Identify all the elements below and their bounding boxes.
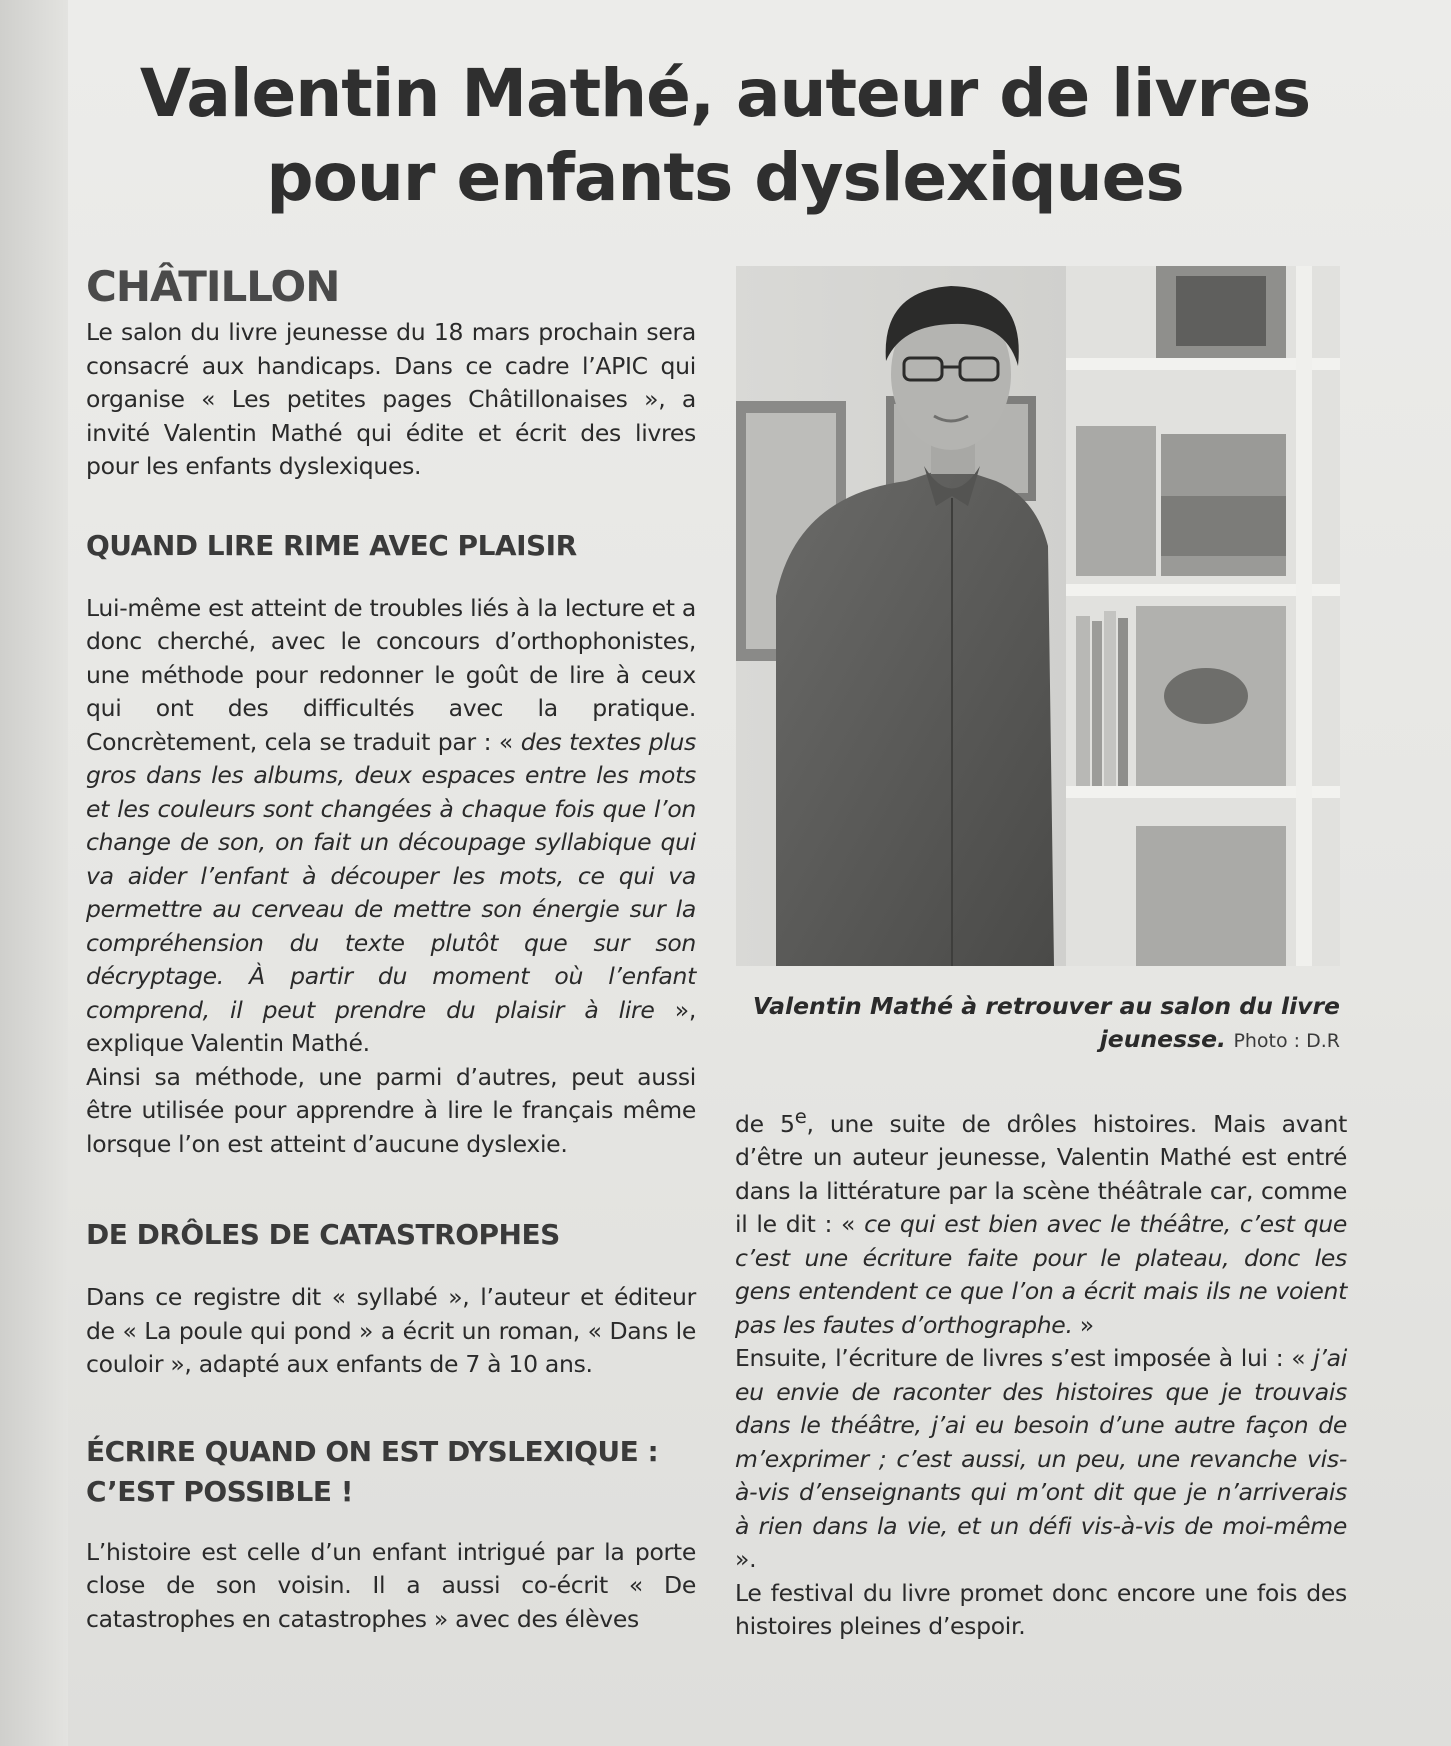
location-kicker: CHÂTILLON [86, 262, 340, 311]
left-column [86, 262, 696, 1636]
section-dyslexique-paragraph: L’histoire est celle d’un enfant intrigué par la porte close de son voisin. Il a aussi co-écrit « De catastrophes en catastrophes » avec des élèves [86, 1537, 696, 1633]
right-paragraph-3: Le festival du livre promet donc encore une fois des histoires pleines d’espoir. [735, 1578, 1347, 1641]
headline-line-2: pour enfants dyslexiques [266, 139, 1184, 216]
text-span: , une suite de drôles histoires. Mais avant d’être un auteur jeunesse, Valentin Mathé est entré dans la littérature par la scène théâtrale car, comme il le dit : « [735, 1109, 1347, 1239]
text-span: Ensuite, l’écriture de livres s’est imposée à lui : « [735, 1344, 1314, 1373]
text-span: Lui-même est atteint de troubles liés à la lecture et a donc cherché, avec le concours d’orthophonistes, une méthode pour redonner le goût de lire à ceux qui ont des difficultés avec la pratique. Concrètement, cela se traduit par : « [86, 593, 696, 756]
quote-text: des textes plus gros dans les albums, deux espaces entre les mots et les couleurs sont changées à chaque fois que l’on change de son, on fait un découpage syllabique qui va aider l’enfant à découper les mots, ce qui va permettre au cerveau de mettre son énergie sur la compréhension du texte plutôt que sur son décryptage. À partir du moment où l’enfant comprend, il peut prendre du plaisir à lire [86, 727, 696, 1024]
right-paragraph-2 [735, 1342, 1347, 1577]
text-span: » [1072, 1310, 1094, 1339]
photo-caption [720, 990, 1340, 1058]
text-span: », explique Valentin Mathé. [86, 995, 697, 1057]
headline-line-1: Valentin Mathé, auteur de livres [139, 55, 1311, 132]
right-paragraph-1 [735, 1100, 1347, 1342]
author-photo-illustration [736, 266, 1340, 966]
intro-paragraph: Le salon du livre jeunesse du 18 mars prochain sera consacré aux handicaps. Dans ce cadre l’APIC qui organise « Les petites pages Châtillonaises », a invité Valentin Mathé qui édite et écrit des livres pour les enfants dyslexiques. [86, 318, 696, 480]
section-title-dyslexique [86, 1432, 696, 1512]
section-catastrophes-paragraph: Dans ce registre dit « syllabé », l’auteur et éditeur de « La poule qui pond » a écrit un roman, « Dans le couloir », adapté aux enfants de 7 à 10 ans. [86, 1283, 696, 1378]
section-plaisir-paragraph-1 [86, 592, 696, 1061]
quote-text: j’ai eu envie de raconter des histoires que je trouvais dans le théâtre, j’ai eu besoin d’une autre façon de m’exprimer ; c’est aussi, un peu, une revanche vis-à-vis d’enseignants qui m’ont dit que je n’arriverais à rien dans la vie, et un défi vis-à-vis de moi-même [735, 1344, 1347, 1540]
section-plaisir-paragraph-2: Ainsi sa méthode, une parmi d’autres, peut aussi être utilisée pour apprendre à lire le français même lorsque l’on est atteint d’aucune dyslexie. [86, 1062, 696, 1158]
headline [70, 52, 1380, 220]
author-photo [736, 266, 1340, 966]
section-title-dyslexique-line-2: C’EST POSSIBLE ! [86, 1474, 353, 1508]
right-column [735, 1100, 1347, 1644]
section-title-plaisir: QUAND LIRE RIME AVEC PLAISIR [86, 528, 577, 562]
quote-text: ce qui est bien avec le théâtre, c’est que c’est une écriture faite pour le plateau, donc les gens entendent ce que l’on a écrit mais ils ne voient pas les fautes d’orthographe. [735, 1210, 1347, 1339]
superscript: e [794, 1105, 807, 1128]
text-span: de 5 [735, 1109, 795, 1138]
photo-caption-text: Valentin Mathé à retrouver au salon du livre jeunesse. [752, 992, 1340, 1053]
text-span: ». [735, 1545, 757, 1574]
section-title-catastrophes: DE DRÔLES DE CATASTROPHES [86, 1218, 560, 1251]
clipping-edge [0, 0, 68, 1746]
section-title-dyslexique-line-1: ÉCRIRE QUAND ON EST DYSLEXIQUE : [86, 1434, 659, 1468]
photo-credit: Photo : D.R [1233, 1030, 1340, 1052]
